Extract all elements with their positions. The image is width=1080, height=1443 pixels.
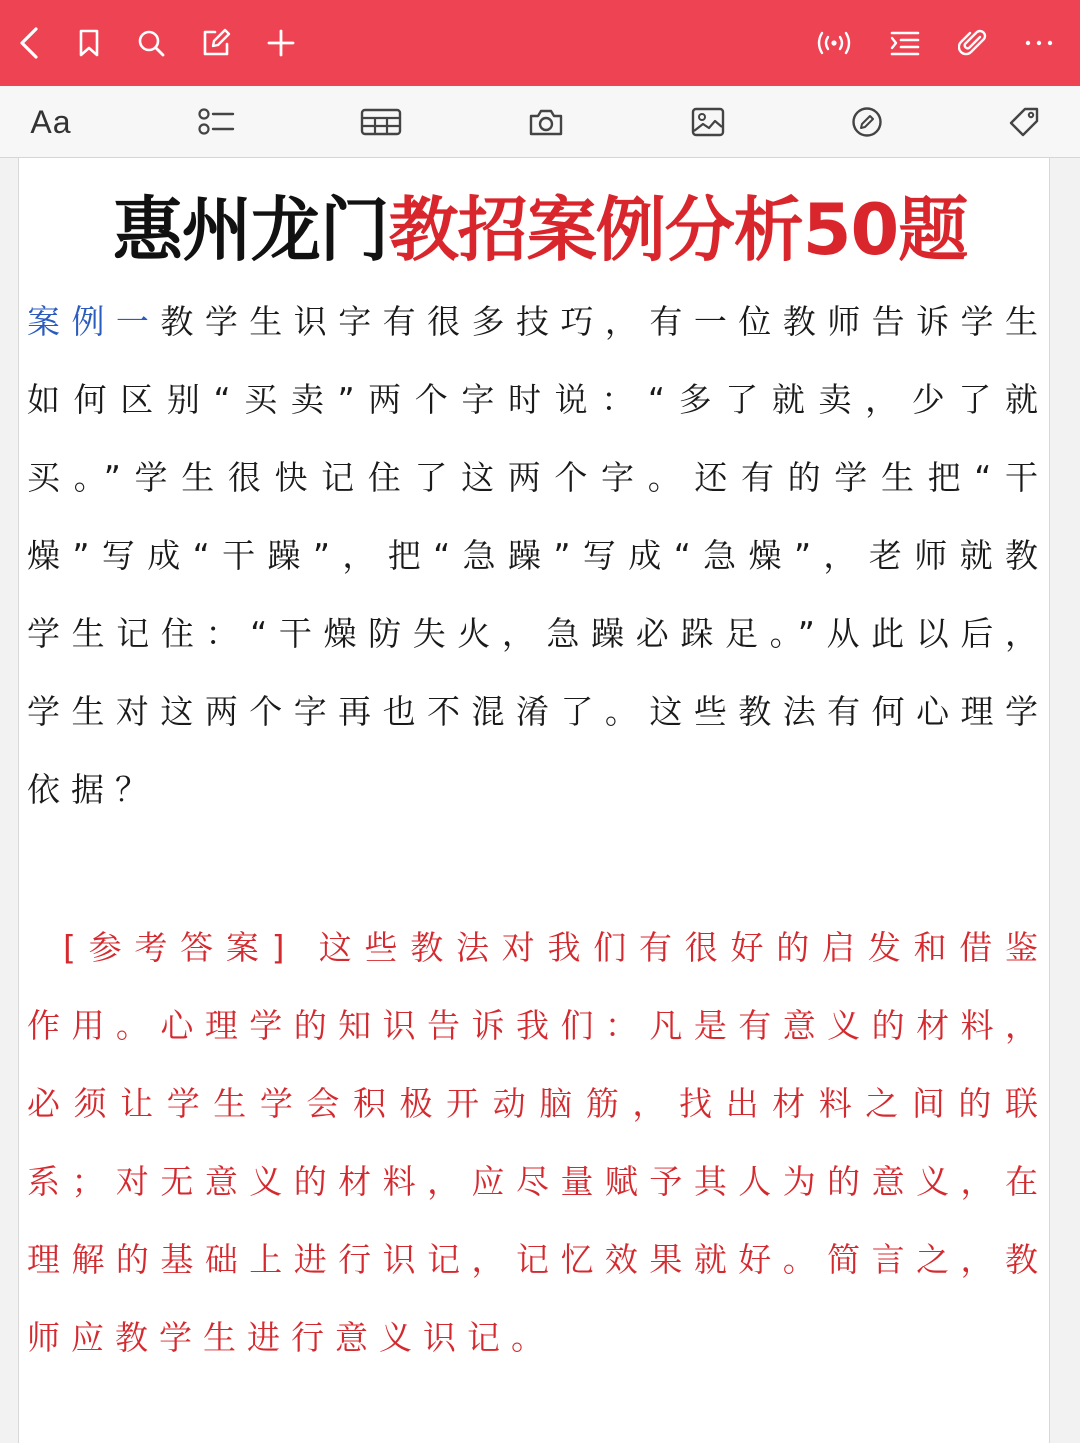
format-toolbar — [0, 86, 1080, 158]
tag-icon — [1008, 106, 1040, 138]
document-title — [0, 182, 1080, 278]
checklist-button[interactable] — [192, 99, 240, 145]
bookmark-icon — [76, 28, 102, 58]
image-button[interactable] — [684, 99, 732, 145]
pen-button[interactable] — [843, 99, 891, 145]
edit-icon — [200, 27, 232, 59]
top-toolbar — [0, 0, 1080, 86]
outline-list-icon — [889, 29, 921, 57]
more-button[interactable] — [1017, 21, 1061, 65]
bookmark-button[interactable] — [67, 21, 111, 65]
plus-icon — [266, 28, 296, 58]
search-icon — [136, 28, 166, 58]
checklist-icon — [197, 107, 235, 137]
more-icon — [1024, 38, 1054, 48]
answer-paragraph: [参考答案] 这些教法对我们有很好的启发和借鉴作用。心理学的知识告诉我们：凡是有意义的材料，必须让学生学会积极开动脑筋，找出材料之间的联系；对无意义的材料，应尽量赋予其人为的意义，在理解的基础上进行识记，记忆效果就好。简言之，教师应教学生进行意义识记。 — [27, 928, 1049, 1357]
table-icon — [360, 107, 402, 137]
title-location: 惠州龙门 — [112, 189, 389, 271]
pen-circle-icon — [851, 106, 883, 138]
chevron-left-icon — [15, 25, 45, 61]
search-button[interactable] — [129, 21, 173, 65]
case-paragraph — [27, 283, 1049, 829]
image-icon — [691, 107, 725, 137]
case-text: 教学生识字有很多技巧，有一位教师告诉学生如何区别“买卖”两个字时说：“多了就卖，少了就买。”学生很快记住了这两个字。还有的学生把“干燥”写成“干躁”，把“急躁”写成“急燥”，老师就教学生记住：“干燥防失火，急躁必跺足。”从此以后，学生对这两个字再也不混淆了。这些教法有何心理学依据？ — [27, 302, 1050, 809]
back-button[interactable] — [8, 21, 52, 65]
edit-button[interactable] — [194, 21, 238, 65]
attach-button[interactable] — [951, 21, 995, 65]
scroll-track — [1060, 158, 1080, 1443]
tag-button[interactable] — [1000, 99, 1048, 145]
title-topic: 教招案例分析50题 — [388, 189, 968, 271]
camera-icon — [528, 107, 564, 137]
add-button[interactable] — [259, 21, 303, 65]
font-style-label: Aa — [30, 103, 72, 140]
paperclip-icon — [958, 28, 988, 58]
camera-button[interactable] — [522, 99, 570, 145]
case-label: 案例一 — [27, 302, 161, 341]
table-button[interactable] — [357, 99, 405, 145]
font-style-button[interactable] — [27, 99, 75, 145]
audio-broadcast-icon — [816, 31, 852, 55]
outline-button[interactable] — [883, 21, 927, 65]
audio-button[interactable] — [812, 21, 856, 65]
